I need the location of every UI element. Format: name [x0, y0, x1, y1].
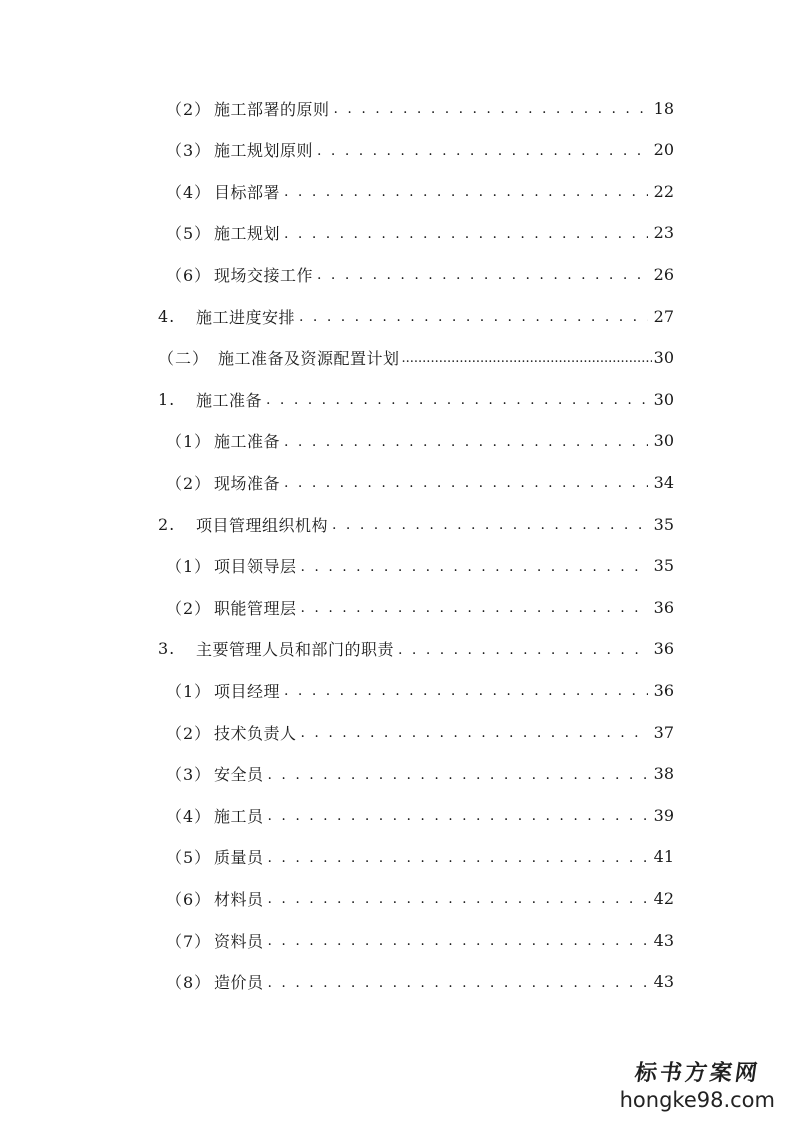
toc-entry-number: （2）	[166, 598, 212, 618]
toc-entry-title: 施工进度安排	[196, 307, 296, 327]
toc-entry-number: 2.	[158, 514, 176, 534]
toc-entry-title: 施工部署的原则	[214, 99, 330, 119]
toc-entry[interactable]	[166, 928, 674, 952]
toc-dot-leader	[402, 348, 652, 368]
toc-entry[interactable]	[166, 429, 674, 453]
toc-dot-leader	[301, 597, 648, 617]
toc-entry[interactable]	[166, 470, 674, 494]
toc-entry-page: 36	[653, 597, 674, 617]
toc-entry-page: 35	[653, 556, 674, 576]
toc-entry-page: 20	[653, 140, 674, 160]
toc-dot-leader	[284, 680, 648, 700]
toc-dot-leader	[268, 930, 648, 950]
toc-entry-title: 现场准备	[214, 473, 281, 493]
toc-entry-title: 主要管理人员和部门的职责	[196, 640, 395, 660]
toc-entry[interactable]	[158, 304, 674, 328]
toc-entry[interactable]	[166, 970, 674, 994]
toc-dot-leader	[398, 639, 648, 659]
toc-entry-page: 36	[653, 680, 674, 700]
toc-entry-number: （4）	[166, 806, 212, 826]
toc-entry[interactable]	[166, 720, 674, 744]
toc-entry-title: 质量员	[214, 848, 264, 868]
toc-entry[interactable]	[166, 554, 674, 578]
toc-entry-number: 3.	[158, 639, 176, 659]
toc-entry-number: （5）	[166, 848, 212, 868]
toc-dot-leader	[268, 764, 648, 784]
toc-dot-leader	[299, 306, 648, 326]
toc-entry[interactable]	[166, 845, 674, 869]
toc-entry-title: 项目领导层	[214, 557, 297, 577]
toc-dot-leader	[332, 514, 648, 534]
toc-dot-leader	[266, 389, 648, 409]
toc-dot-leader	[284, 431, 648, 451]
toc-entry-number: （8）	[166, 973, 212, 993]
watermark	[620, 1056, 775, 1112]
toc-entry-number: （7）	[166, 931, 212, 951]
toc-entry-title: 施工准备	[214, 432, 281, 452]
toc-entry-page: 26	[653, 264, 674, 284]
toc-entry-page: 18	[653, 98, 674, 118]
toc-entry-page: 27	[653, 306, 674, 326]
toc-entry-number: （1）	[166, 557, 212, 577]
toc-entry-page: 43	[653, 972, 674, 992]
toc-entry-page: 43	[653, 930, 674, 950]
toc-entry-title: 职能管理层	[214, 598, 297, 618]
toc-entry-title: 技术负责人	[214, 723, 297, 743]
toc-entry[interactable]	[166, 595, 674, 619]
toc-dot-leader	[284, 472, 648, 492]
toc-entry-page: 23	[653, 223, 674, 243]
toc-entry-number: 4.	[158, 306, 176, 326]
toc-entry[interactable]	[166, 179, 674, 203]
toc-entry-number: （3）	[166, 141, 212, 161]
toc-entry-number: （2）	[166, 99, 212, 119]
toc-entry-page: 35	[653, 514, 674, 534]
toc-entry-title: 现场交接工作	[214, 265, 314, 285]
toc-entry[interactable]	[166, 221, 674, 245]
toc-entry[interactable]	[166, 803, 674, 827]
toc-entry-number: （5）	[166, 224, 212, 244]
toc-entry-page: 41	[653, 847, 674, 867]
toc-dot-leader	[268, 972, 648, 992]
toc-entry-title: 资料员	[214, 931, 264, 951]
toc-entry[interactable]	[166, 886, 674, 910]
toc-entry-title: 安全员	[214, 765, 264, 785]
toc-entry-page: 22	[653, 181, 674, 201]
toc-entry-page: 34	[653, 472, 674, 492]
toc-entry-number: （4）	[166, 182, 212, 202]
toc-entry-title: 施工准备及资源配置计划	[218, 349, 400, 369]
toc-entry-number: （2）	[166, 473, 212, 493]
toc-entry-number: （3）	[166, 765, 212, 785]
toc-entry-number: （6）	[166, 889, 212, 909]
toc-entry-title: 施工准备	[196, 390, 263, 410]
toc-entry[interactable]	[158, 512, 674, 536]
toc-entry-page: 30	[653, 348, 674, 368]
toc-entry-number: （1）	[166, 432, 212, 452]
toc-entry-title: 项目管理组织机构	[196, 515, 329, 535]
toc-entry-page: 39	[653, 805, 674, 825]
toc-entry-page: 30	[653, 431, 674, 451]
toc-entry-title: 造价员	[214, 973, 264, 993]
toc-entry-title: 项目经理	[214, 681, 281, 701]
toc-entry-title: 材料员	[214, 889, 264, 909]
toc-entry-title: 目标部署	[214, 182, 281, 202]
toc-entry[interactable]	[158, 637, 674, 661]
toc-entry-page: 42	[653, 888, 674, 908]
toc-dot-leader	[301, 722, 648, 742]
toc-entry[interactable]	[166, 138, 674, 162]
toc-dot-leader	[334, 98, 648, 118]
toc-entry-page: 30	[653, 389, 674, 409]
toc-entry-number: 1.	[158, 389, 176, 409]
watermark-url: hongke98.com	[619, 1088, 775, 1112]
toc-entry-title: 施工规划原则	[214, 141, 314, 161]
toc-dot-leader	[284, 181, 648, 201]
toc-entry-number: （二）	[158, 349, 210, 369]
toc-entry-number: （6）	[166, 265, 212, 285]
toc-entry[interactable]	[158, 346, 674, 370]
toc-entry-number: （2）	[166, 723, 212, 743]
toc-entry-number: （1）	[166, 681, 212, 701]
toc-entry[interactable]	[166, 762, 674, 786]
toc-dot-leader	[268, 805, 648, 825]
toc-entry-page: 36	[653, 639, 674, 659]
toc-dot-leader	[317, 140, 648, 160]
toc-dot-leader	[268, 888, 648, 908]
toc-dot-leader	[268, 847, 648, 867]
toc-dot-leader	[317, 264, 648, 284]
toc-entry[interactable]	[166, 262, 674, 286]
toc-entry[interactable]	[158, 387, 674, 411]
toc-entry-page: 37	[653, 722, 674, 742]
toc-entry-title: 施工规划	[214, 224, 281, 244]
watermark-title: 标书方案网	[632, 1060, 762, 1086]
toc-entry[interactable]	[166, 678, 674, 702]
toc-entry-page: 38	[653, 764, 674, 784]
toc-entry-title: 施工员	[214, 806, 264, 826]
toc-dot-leader	[284, 223, 648, 243]
toc-entry[interactable]	[166, 96, 674, 120]
toc-dot-leader	[301, 556, 648, 576]
